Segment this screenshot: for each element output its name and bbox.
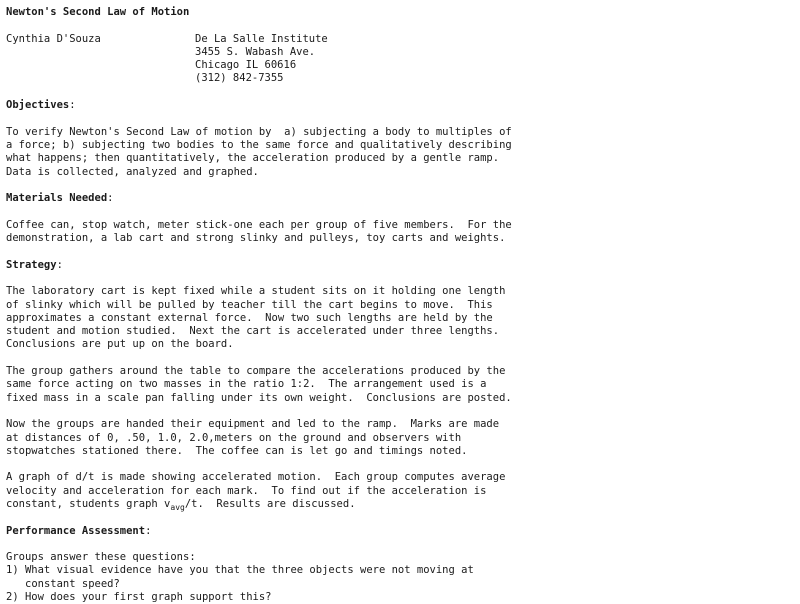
materials-heading: Materials Needed: bbox=[6, 192, 114, 205]
strategy-line: at distances of 0, .50, 1.0, 2.0,meters on the ground and observers with bbox=[6, 431, 462, 444]
strategy-line: stopwatches stationed there. The coffee can is let go and timings noted. bbox=[6, 444, 468, 457]
materials-line: Coffee can, stop watch, meter stick-one each per group of five members. For the bbox=[6, 218, 512, 231]
assessment-intro: Groups answer these questions: bbox=[6, 551, 196, 564]
spacer bbox=[6, 538, 786, 551]
spacer bbox=[6, 112, 786, 125]
institution-street: 3455 S. Wabash Ave. bbox=[195, 45, 316, 58]
spacer bbox=[6, 179, 786, 192]
strategy-line-with-subscript: constant, students graph $v_{avg}/t$. Results are discussed. bbox=[6, 497, 356, 513]
document-title: Newton's Second Law of Motion bbox=[6, 6, 190, 18]
materials-line: demonstration, a lab cart and strong slinky and pulleys, toy carts and weights. bbox=[6, 232, 506, 245]
author-header bbox=[6, 33, 786, 46]
strategy-line: The group gathers around the table to compare the accelerations produced by the bbox=[6, 365, 506, 378]
objectives-line: Data is collected, analyzed and graphed. bbox=[6, 165, 259, 178]
objectives-line: what happens; then quantitatively, the acceleration produced by a gentle ramp. bbox=[6, 152, 500, 165]
objectives-heading: Objectives: bbox=[6, 99, 76, 112]
strategy-line: student and motion studied. Next the cart is accelerated under three lengths. bbox=[6, 325, 500, 338]
strategy-line: Now the groups are handed their equipment and led to the ramp. Marks are made bbox=[6, 418, 500, 431]
question-1: 1) What visual evidence have you that the three objects were not moving at bbox=[6, 564, 474, 577]
spacer bbox=[6, 511, 786, 524]
strategy-heading: Strategy: bbox=[6, 258, 63, 271]
document bbox=[6, 6, 786, 604]
strategy-line: of slinky which will be pulled by teacher till the cart begins to move. This bbox=[6, 298, 493, 311]
subscript-avg: avg bbox=[170, 503, 185, 513]
institution-city: Chicago IL 60616 bbox=[195, 59, 297, 72]
spacer bbox=[6, 352, 786, 365]
spacer bbox=[6, 272, 786, 285]
objectives-line: To verify Newton's Second Law of motion by a) subjecting a body to multiples of bbox=[6, 125, 512, 138]
author-name: Cynthia D'Souza bbox=[6, 32, 101, 45]
question-2: 2) How does your first graph support this? bbox=[6, 591, 272, 604]
strategy-line: A graph of d/t is made showing accelerated motion. Each group computes average bbox=[6, 471, 506, 484]
strategy-line: fixed mass in a scale pan falling under its own weight. Conclusions are posted. bbox=[6, 391, 512, 404]
spacer bbox=[6, 405, 786, 418]
strategy-line: The laboratory cart is kept fixed while a student sits on it holding one length bbox=[6, 285, 506, 298]
spacer bbox=[6, 205, 786, 218]
strategy-line: Conclusions are put up on the board. bbox=[6, 338, 234, 351]
spacer bbox=[6, 19, 786, 32]
strategy-line: velocity and acceleration for each mark. To find out if the acceleration is bbox=[6, 484, 487, 497]
spacer bbox=[6, 458, 786, 471]
spacer bbox=[6, 86, 786, 99]
question-1-continued: constant speed? bbox=[25, 577, 120, 590]
assessment-heading: Performance Assessment: bbox=[6, 524, 152, 537]
spacer bbox=[6, 245, 786, 258]
strategy-line: same force acting on two masses in the ratio 1:2. The arrangement used is a bbox=[6, 378, 487, 391]
institution-name: De La Salle Institute bbox=[195, 32, 328, 45]
institution-phone: (312) 842-7355 bbox=[195, 72, 284, 85]
strategy-line: approximates a constant external force. Now two such lengths are held by the bbox=[6, 311, 493, 324]
objectives-line: a force; b) subjecting two bodies to the same force and qualitatively describing bbox=[6, 138, 512, 151]
